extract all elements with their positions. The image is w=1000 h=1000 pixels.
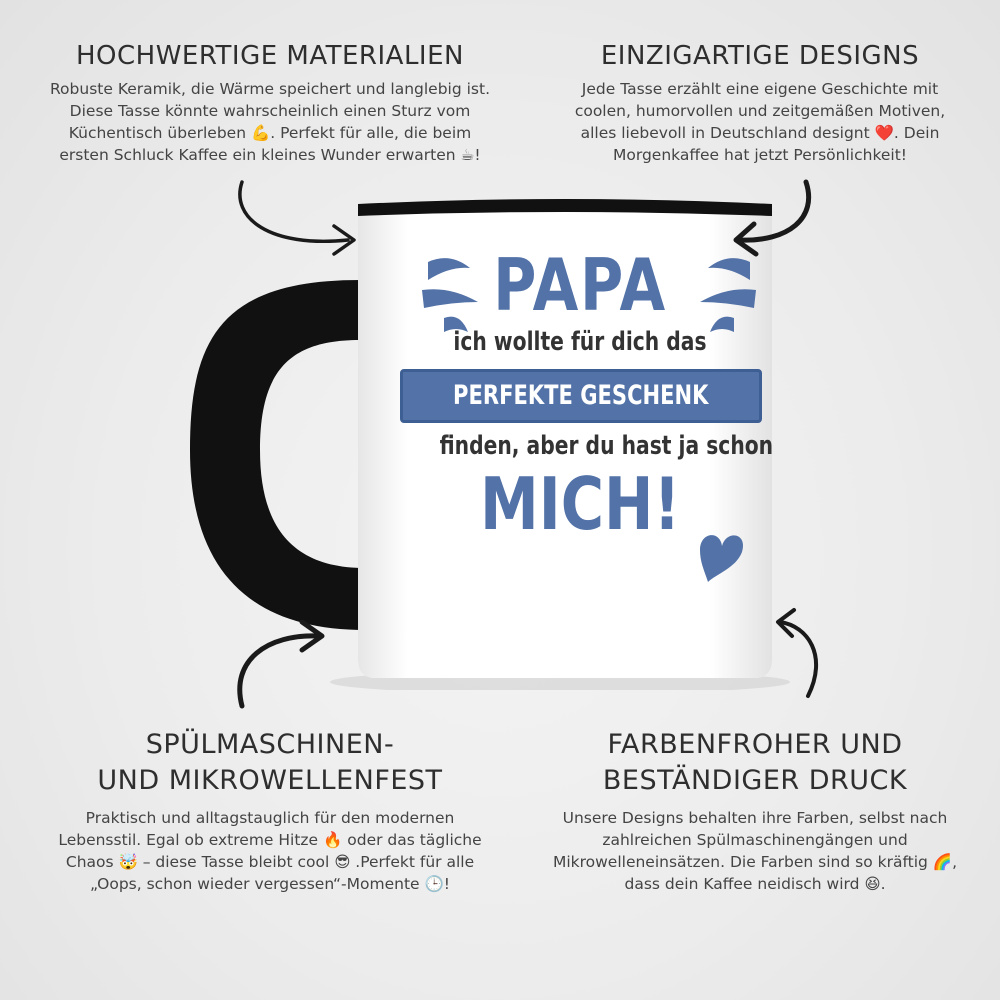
print-headline: PAPA: [493, 243, 667, 327]
description-line: Jede Tasse erzählt eine eigene Geschichte mit: [581, 80, 939, 98]
feature-description: [520, 807, 990, 895]
description-line: Unsere Designs behalten ihre Farben, selbst nach: [562, 809, 948, 827]
description-line: dass dein Kaffee neidisch wird 😆.: [624, 875, 886, 893]
description-line: „Oops, schon wieder vergessen“-Momente 🕒!: [89, 875, 451, 893]
print-closing: MICH!: [479, 462, 681, 546]
title-line: FARBENFROHER UND: [607, 729, 903, 760]
feature-materials: [20, 40, 520, 166]
description-line: Morgenkaffee hat jetzt Persönlichkeit!: [612, 146, 908, 164]
description-line: Lebensstil. Egal ob extreme Hitze 🔥 oder das tägliche: [58, 831, 482, 849]
arrow-icon: [230, 178, 370, 278]
feature-dishwasher: [20, 727, 520, 895]
feature-print: [520, 727, 990, 895]
description-line: alles liebevoll in Deutschland designt ❤️. Dein: [580, 124, 940, 142]
description-line: Praktisch und alltagstauglich für den modernen: [85, 809, 455, 827]
feature-description: [20, 78, 520, 166]
title-line: SPÜLMASCHINEN-: [145, 729, 395, 760]
feature-designs: [530, 40, 990, 166]
feature-description: [530, 78, 990, 166]
description-line: Diese Tasse könnte wahrscheinlich einen Sturz vom: [69, 102, 471, 120]
feature-title: HOCHWERTIGE MATERIALIEN: [76, 41, 464, 71]
title-line: BESTÄNDIGER DRUCK: [602, 765, 908, 796]
description-line: Robuste Keramik, die Wärme speichert und langlebig ist.: [49, 80, 490, 98]
description-line: Küchentisch überleben 💪. Perfekt für alle, die beim: [68, 124, 472, 142]
description-line: Chaos 🤯 – diese Tasse bleibt cool 😎 .Perfekt für alle: [65, 853, 475, 871]
description-line: ersten Schluck Kaffee ein kleines Wunder erwarten ☕!: [59, 146, 481, 164]
description-line: Mikrowelleneinsätzen. Die Farben sind so kräftig 🌈,: [552, 853, 958, 871]
print-line-1: ich wollte für dich das: [453, 327, 707, 357]
title-line: UND MIKROWELLENFEST: [97, 765, 443, 796]
arrow-icon: [228, 620, 338, 710]
arrow-icon: [768, 606, 838, 702]
print-banner-text: PERFEKTE GESCHENK: [453, 380, 709, 411]
print-line-2: finden, aber du hast ja schon: [439, 431, 774, 461]
print-banner: [400, 369, 762, 423]
description-line: zahlreichen Spülmaschinengängen und: [602, 831, 908, 849]
feature-description: [20, 807, 520, 895]
mug-print: [400, 243, 774, 605]
feature-title: EINZIGARTIGE DESIGNS: [600, 41, 920, 71]
arrow-icon: [728, 178, 838, 278]
mug-handle: [190, 280, 365, 630]
feature-title: [520, 727, 990, 799]
feature-title: [20, 727, 520, 799]
description-line: coolen, humorvollen und zeitgemäßen Motiven,: [574, 102, 946, 120]
